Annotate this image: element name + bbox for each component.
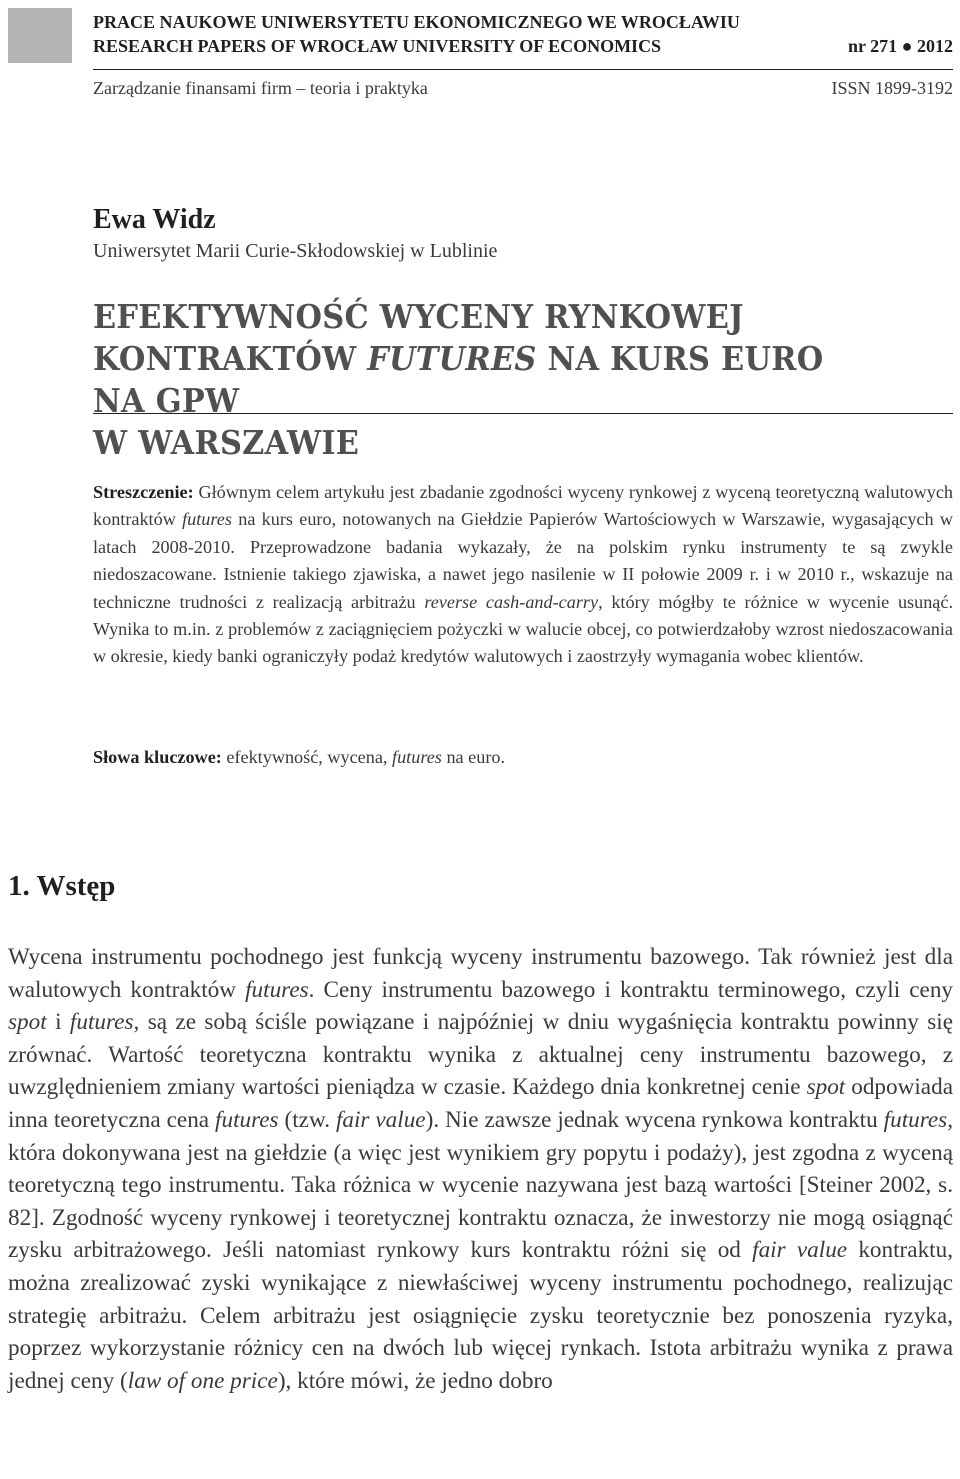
body-italic-5: futures: [215, 1106, 279, 1133]
series-logo-block: [8, 8, 72, 63]
body-italic-4: spot: [806, 1074, 846, 1101]
issue-info: [848, 34, 953, 58]
article-title: [93, 296, 884, 464]
issue-year: 2012: [917, 36, 953, 56]
volume-title: Zarządzanie finansami firm – teoria i praktyka: [93, 78, 428, 98]
abstract-paragraph: [93, 479, 953, 671]
body-italic-3: futures,: [69, 1009, 140, 1036]
bullet-icon: ●: [901, 36, 913, 56]
series-title-pl: PRACE NAUKOWE UNIWERSYTETU EKONOMICZNEGO WE WROCŁAWIU: [93, 12, 740, 32]
series-header: [93, 10, 953, 58]
body-text-3: i: [46, 1009, 70, 1036]
volume-line: [93, 78, 953, 99]
body-text-10: ), które mówi, że jedno dobro: [277, 1367, 553, 1394]
title-divider: [93, 413, 953, 414]
issn: ISSN 1899-3192: [831, 78, 953, 98]
series-title-pl-row: [93, 10, 953, 34]
keywords-label: Słowa kluczowe:: [93, 747, 222, 767]
abstract-italic-2: reverse cash-and-carry: [424, 591, 599, 612]
body-text-2: . Ceny instrumentu bazowego i kontraktu terminowego, czyli ceny: [308, 976, 954, 1003]
abstract: [93, 479, 953, 671]
body-italic-1: futures: [245, 976, 309, 1003]
title-line-3: W WARSZAWIE: [93, 423, 360, 462]
abstract-text-3: , który mógłby te różnice w wycenie usunąć. Wynika to m.in. z problemów z zaciągnięciem pożyczki w walucie obcej, co potwierdzałoby wzrost niedoszacowania w okresie, kiedy banki ograniczyły podaż kredytów walutowych i zaostrzyły wymagania wobec klientów.: [93, 591, 953, 667]
series-title-en: RESEARCH PAPERS OF WROCŁAW UNIVERSITY OF ECONOMICS: [93, 36, 662, 56]
body-italic-6: fair value: [335, 1106, 426, 1133]
body-text-8: , która dokonywana jest na giełdzie (a więc jest wynikiem gry popytu i podaży), jest zgodna z wyceną teoretyczną tego instrumentu. Taka różnica w wycenie nazywana jest bazą wartości [Steiner 2002, s. 82]. Zgodność wyceny rynkowej i teoretycznej kontraktu oznacza, że inwestorzy nie mogą osiągnąć zysku arbitrażowego. Jeśli natomiast rynkowy kurs kontraktu różni się od: [8, 1106, 954, 1264]
abstract-italic-1: futures: [182, 509, 232, 530]
body-text-5: odpowiada inna teoretyczna cena: [8, 1074, 953, 1133]
header-divider: [93, 69, 953, 70]
issue-number: nr 271: [847, 36, 898, 56]
body-text-7: ). Nie zawsze jednak wycena rynkowa kontraktu: [425, 1106, 884, 1133]
body-text-9: kontraktu, można zrealizować zyski wynikające z niewłaściwej wyceny instrumentu pochodnego, realizując strategię arbitrażu. Celem arbitrażu jest osiągnięcie zysku teoretycznie bez ponoszenia ryzyka, poprzez wykorzystanie różnicy cen na dwóch lub więcej rynkach. Istota arbitrażu wynika z prawa jednej ceny (: [8, 1237, 953, 1394]
keywords-text-2: na euro.: [441, 747, 506, 767]
section-heading: 1. Wstęp: [8, 870, 116, 902]
body-italic-9: law of one price: [127, 1367, 278, 1394]
body-text-4: są ze sobą ściśle powiązane i najpóźniej w dniu wygaśnięcia kontraktu powinny się zrównać. Wartość teoretyczna kontraktu wynika z aktualnej ceny instrumentu bazowego, z uwzględnieniem zmiany wartości pieniądza w czasie. Każdego dnia konkretnej cenie: [8, 1009, 953, 1101]
author-affiliation: Uniwersytet Marii Curie-Skłodowskiej w Lublinie: [93, 240, 498, 262]
series-title-en-row: [93, 34, 953, 58]
body-italic-7: futures: [883, 1106, 948, 1133]
title-line-1: EFEKTYWNOŚĆ WYCENY RYNKOWEJ: [93, 297, 744, 336]
keywords-text-1: efektywność, wycena,: [221, 747, 393, 767]
abstract-text-1: Głównym celem artykułu jest zbadanie zgodności wyceny rynkowej z wyceną teoretyczną walutowych kontraktów: [93, 482, 953, 530]
body-paragraph: [8, 941, 953, 1397]
keywords: [93, 747, 953, 768]
title-line-2c: NA KURS EURO NA GPW: [93, 339, 824, 420]
body-text-1: Wycena instrumentu pochodnego jest funkcją wyceny instrumentu bazowego. Tak również jest dla walutowych kontraktów: [8, 944, 953, 1003]
body-italic-2: spot: [8, 1009, 47, 1036]
author-name: Ewa Widz: [93, 204, 216, 235]
body-italic-8: fair value: [752, 1237, 848, 1264]
abstract-text-2: na kurs euro, notowanych na Giełdzie Papierów Wartościowych w Warszawie, wygasających w latach 2008-2010. Przeprowadzone badania wykazały, że na polskim rynku instrumenty te są zwykle niedoszacowane. Istnienie takiego zjawiska, a nawet jego nasilenie w II połowie 2009 r. i w 2010 r., wskazuje na techniczne trudności z realizacją arbitrażu: [93, 509, 953, 612]
abstract-label: Streszczenie:: [93, 482, 194, 502]
body-text-6: (tzw.: [278, 1106, 336, 1133]
title-futures: FUTURES: [367, 339, 537, 378]
title-line-2a: KONTRAKTÓW: [93, 339, 368, 378]
keywords-italic: futures: [392, 747, 442, 767]
section-body: [8, 941, 953, 1397]
